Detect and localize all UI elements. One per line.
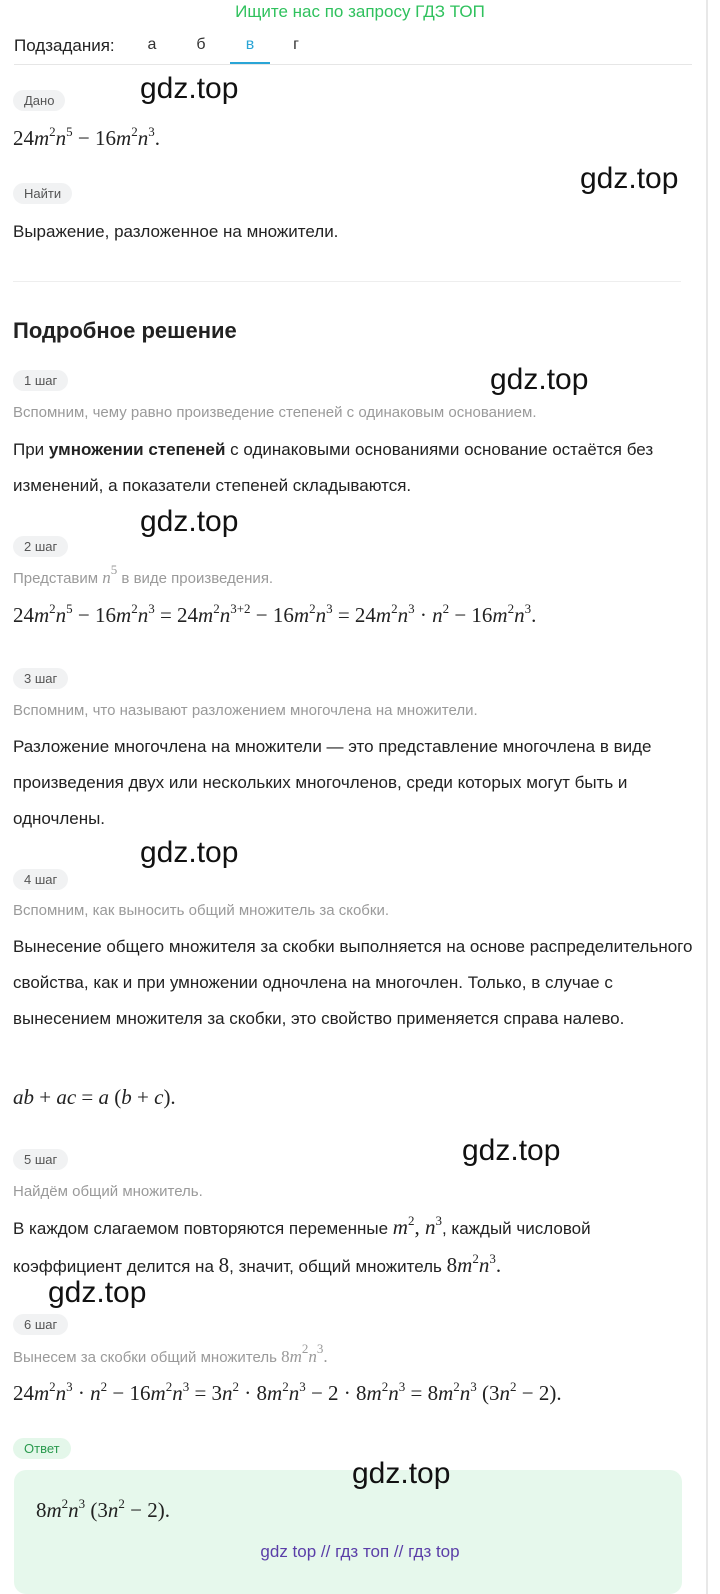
- section-divider: [13, 281, 681, 282]
- watermark: gdz.top: [580, 162, 679, 195]
- tab-b[interactable]: б: [196, 36, 206, 53]
- answer-expression: $8m^2n^3$ $(3n^2 - 2)$.: [36, 1496, 171, 1522]
- step-3-hint: Вспомним, что называют разложением многочлена на множители.: [13, 702, 478, 719]
- find-badge: Найти: [13, 183, 72, 204]
- solution-title: Подробное решение: [13, 318, 237, 343]
- watermark: gdz.top: [140, 505, 239, 538]
- answer-badge: Ответ: [13, 1438, 71, 1459]
- subtasks-label: Подзадания:: [14, 36, 115, 55]
- step-6-hint: Вынесем за скобки общий множитель $8m^2n^3$.: [13, 1341, 328, 1366]
- answer-box: [14, 1470, 682, 1594]
- watermark: gdz.top: [48, 1276, 147, 1309]
- step-4-text: Вынесение общего множителя за скобки выполняется на основе распределительного свойства, как и при умножении одночлена на многочлен. Только, в случае с вынесением множителя за скобки, это свойство применяется справа налево.: [13, 937, 693, 1028]
- find-text: Выражение, разложенное на множители.: [13, 222, 339, 241]
- step-2-badge: 2 шаг: [13, 536, 68, 557]
- step-1-text: При умножении степеней с одинаковыми основаниями основание остаётся без изменений, а показатели степеней складываются.: [13, 440, 654, 495]
- promo-banner[interactable]: Ищите нас по запросу ГДЗ ТОП: [235, 2, 485, 21]
- tab-g[interactable]: г: [293, 36, 299, 53]
- given-badge: Дано: [13, 90, 65, 111]
- step-6-equation: $24m^2n^3 \cdot n^2 - 16m^2n^3 = 3n^2 \cdot 8m^2n^3 - 2 \cdot 8m^2n^3 = 8m^2n^3$ $(3n^2 - 2)$.: [13, 1379, 562, 1405]
- step-5-text: В каждом слагаемом повторяются переменные $m^2$, $n^3$, каждый числовой коэффициент делится на 8, значит, общий множитель $8m^2n^3$.: [13, 1213, 591, 1277]
- step-6-badge: 6 шаг: [13, 1314, 68, 1335]
- watermark: gdz.top: [352, 1457, 451, 1490]
- step-3-badge: 3 шаг: [13, 668, 68, 689]
- given-expression: $24m^2n^5 - 16m^2n^3$.: [13, 124, 160, 150]
- watermark: gdz.top: [462, 1134, 561, 1167]
- footer-links[interactable]: gdz top // гдз топ // гдз top: [260, 1542, 460, 1561]
- watermark: gdz.top: [490, 363, 589, 396]
- step-1-hint: Вспомним, чему равно произведение степеней с одинаковым основанием.: [13, 404, 537, 421]
- step-4-hint: Вспомним, как выносить общий множитель за скобки.: [13, 902, 389, 919]
- scrollbar[interactable]: [706, 0, 708, 1594]
- distributive-formula: ab + ac = a (b + c).: [13, 1085, 176, 1109]
- step-4-badge: 4 шаг: [13, 869, 68, 890]
- step-5-badge: 5 шаг: [13, 1149, 68, 1170]
- step-2-hint: Представим $n^5$ в виде произведения.: [13, 562, 274, 587]
- step-1-badge: 1 шаг: [13, 370, 68, 391]
- tab-v[interactable]: в: [245, 36, 255, 53]
- step-3-text: Разложение многочлена на множители — это представление многочлена в виде произведения двух или нескольких многочленов, среди которых могут быть и одночлены.: [13, 737, 652, 828]
- watermark: gdz.top: [140, 72, 239, 105]
- step-5-hint: Найдём общий множитель.: [13, 1183, 203, 1200]
- tab-a[interactable]: а: [147, 36, 157, 53]
- tabs-divider: [14, 64, 692, 65]
- step-2-equation: $24m^2n^5 - 16m^2n^3 = 24m^2n^{3+2} - 16m^2n^3 = 24m^2n^3 \cdot n^2 - 16m^2n^3$.: [13, 601, 537, 627]
- watermark: gdz.top: [140, 836, 239, 869]
